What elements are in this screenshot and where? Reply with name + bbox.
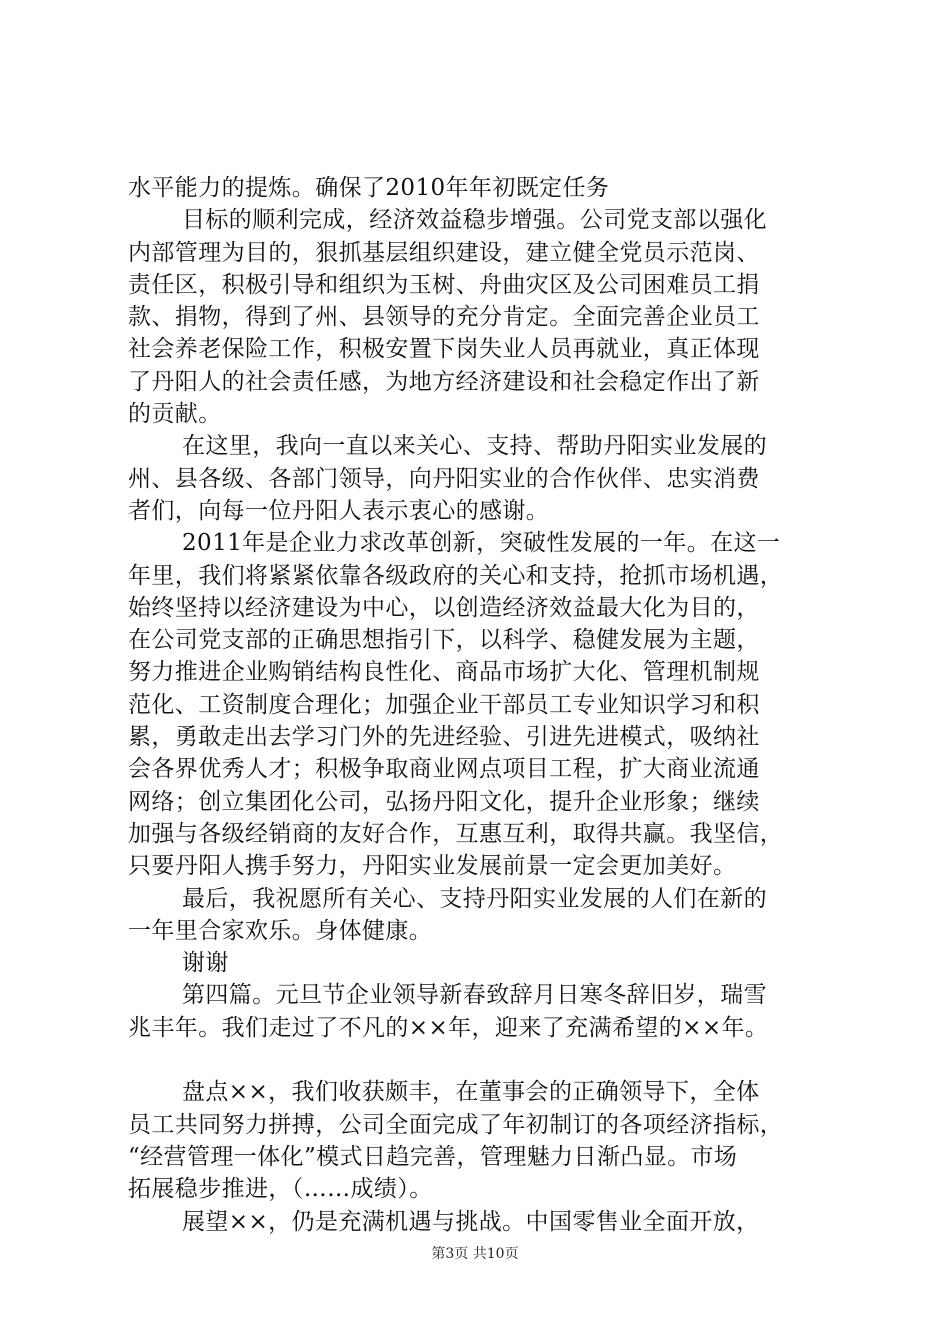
text-line: 第四篇。元旦节企业领导新春致辞月日寒冬辞旧岁，瑞雪 (182, 982, 767, 1009)
text-line: 始终坚持以经济建设为中心，以创造经济效益最大化为目的， (128, 594, 760, 621)
page-footer: 第3页 共10页 (431, 1246, 519, 1262)
text-line: 目标的顺利完成，经济效益稳步增强。公司党支部以强化 (182, 207, 767, 234)
text-line: 拓展稳步推进，（……成绩）。 (128, 1176, 433, 1203)
text-line: 累，勇敢走出去学习门外的先进经验、引进先进模式，吸纳社 (128, 724, 760, 751)
text-line: 年里，我们将紧紧依靠各级政府的关心和支持，抢抓市场机遇， (128, 562, 784, 589)
text-line: 一年里合家欢乐。身体健康。 (128, 917, 433, 944)
text-line: 州、县各级、各部门领导，向丹阳实业的合作伙伴、忠实消费 (128, 465, 760, 492)
text-line: 网络；创立集团化公司，弘扬丹阳文化，提升企业形象；继续 (128, 788, 760, 815)
text-line: 在这里，我向一直以来关心、支持、帮助丹阳实业发展的 (182, 433, 767, 460)
text-line: 最后，我祝愿所有关心、支持丹阳实业发展的人们在新的 (182, 885, 767, 912)
text-line: 者们，向每一位丹阳人表示衷心的感谢。 (128, 497, 550, 524)
text-line: 努力推进企业购销结构良性化、商品市场扩大化、管理机制规 (128, 659, 760, 686)
text-line: 员工共同努力拼搏，公司全面完成了年初制订的各项经济指标， (128, 1111, 784, 1138)
text-line: 展望××，仍是充满机遇与挑战。中国零售业全面开放， (182, 1208, 760, 1235)
text-line: 在公司党支部的正确思想指引下，以科学、稳健发展为主题， (128, 627, 760, 654)
document-body (128, 172, 848, 1238)
text-line: 只要丹阳人携手努力，丹阳实业发展前景一定会更加美好。 (128, 853, 737, 880)
text-line: 范化、工资制度合理化；加强企业干部员工专业知识学习和积 (128, 691, 760, 718)
text-line: 款、捐物，得到了州、县领导的充分肯定。全面完善企业员工 (128, 304, 760, 331)
text-line: 2011年是企业力求改革创新，突破性发展的一年。在这一 (182, 530, 781, 557)
text-line: 的贡献。 (128, 401, 222, 428)
text-line: 会各界优秀人才；积极争取商业网点项目工程，扩大商业流通 (128, 756, 760, 783)
text-line: 兆丰年。我们走过了不凡的××年，迎来了充满希望的××年。 (128, 1014, 769, 1041)
text-line: 了丹阳人的社会责任感，为地方经济建设和社会稳定作出了新 (128, 368, 760, 395)
text-line: 水平能力的提炼。确保了2010年年初既定任务 (128, 175, 610, 201)
text-line: 谢谢 (182, 950, 229, 977)
text-line: 盘点××，我们收获颇丰，在董事会的正确领导下，全体 (182, 1079, 760, 1106)
text-line: 加强与各级经销商的友好合作，互惠互利，取得共赢。我坚信， (128, 820, 784, 847)
text-line: “经营管理一体化”模式日趋完善，管理魅力日渐凸显。市场 (128, 1143, 738, 1170)
blank-line (128, 1044, 848, 1076)
text-line: 内部管理为目的，狠抓基层组织建设，建立健全党员示范岗、 (128, 239, 760, 266)
text-line: 责任区，积极引导和组织为玉树、舟曲灾区及公司困难员工捐 (128, 271, 760, 298)
text-line: 社会养老保险工作，积极安置下岗失业人员再就业，真正体现 (128, 336, 760, 363)
